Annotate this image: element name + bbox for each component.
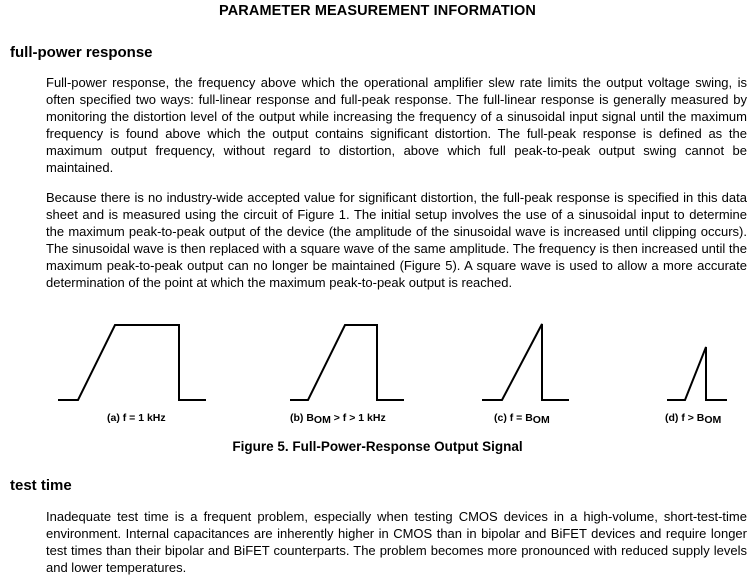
section-heading-test-time: test time <box>10 477 72 494</box>
figure-caption: Figure 5. Full-Power-Response Output Signal <box>232 439 523 454</box>
panel-label-a: (a) f = 1 kHz <box>107 412 166 424</box>
paragraph: Inadequate test time is a frequent problem, especially when testing CMOS devices in a high-volume, short-test-time environment. Internal capacitances are inherently higher in CMOS than in bipolar and BiFET devices and require longer test times than their bipolar and BiFET counterparts. The problem becomes more pronounced with reduced supply levels and lower temperatures. <box>46 509 747 575</box>
paragraph: Because there is no industry-wide accepted value for significant distortion, the full-peak response is specified in this data sheet and is measured using the circuit of Figure 1. The initial setup involves the use of a sinusoidal input to determine the maximum peak-to-peak output of the device (the amplitude of the sinusoidal wave is increased until clipping occurs). The sinusoidal wave is then replaced with a square wave of the same amplitude. The frequency is then increased until the maximum peak-to-peak output can no longer be maintained (Figure 5). A square wave is used to allow a more accurate determination of the point at which the maximum peak-to-peak output is reached. <box>46 190 747 290</box>
section-heading-full-power-response: full-power response <box>10 44 153 61</box>
panel-label-c: (c) f = BOM <box>494 412 550 426</box>
panel-label-b: (b) BOM > f > 1 kHz <box>290 412 386 426</box>
waveform-c <box>482 324 569 400</box>
waveform-b <box>290 325 404 400</box>
paragraph: Full-power response, the frequency above which the operational amplifier slew rate limits the output voltage swing, is often specified two ways: full-linear response and full-peak response. The full-linear response is generally measured by monitoring the distortion level of the output while increasing the frequency of a sinusoidal input signal until the maximum frequency is found above which the output contains significant distortion. The full-peak response is defined as the maximum output frequency, without regard to distortion, above which full peak-to-peak output swing cannot be maintained. <box>46 75 747 175</box>
waveform-a <box>58 325 206 400</box>
figure-5-waveforms <box>0 318 755 433</box>
page-title: PARAMETER MEASUREMENT INFORMATION <box>219 3 536 19</box>
waveform-d <box>667 347 727 400</box>
panel-label-d: (d) f > BOM <box>665 412 722 426</box>
